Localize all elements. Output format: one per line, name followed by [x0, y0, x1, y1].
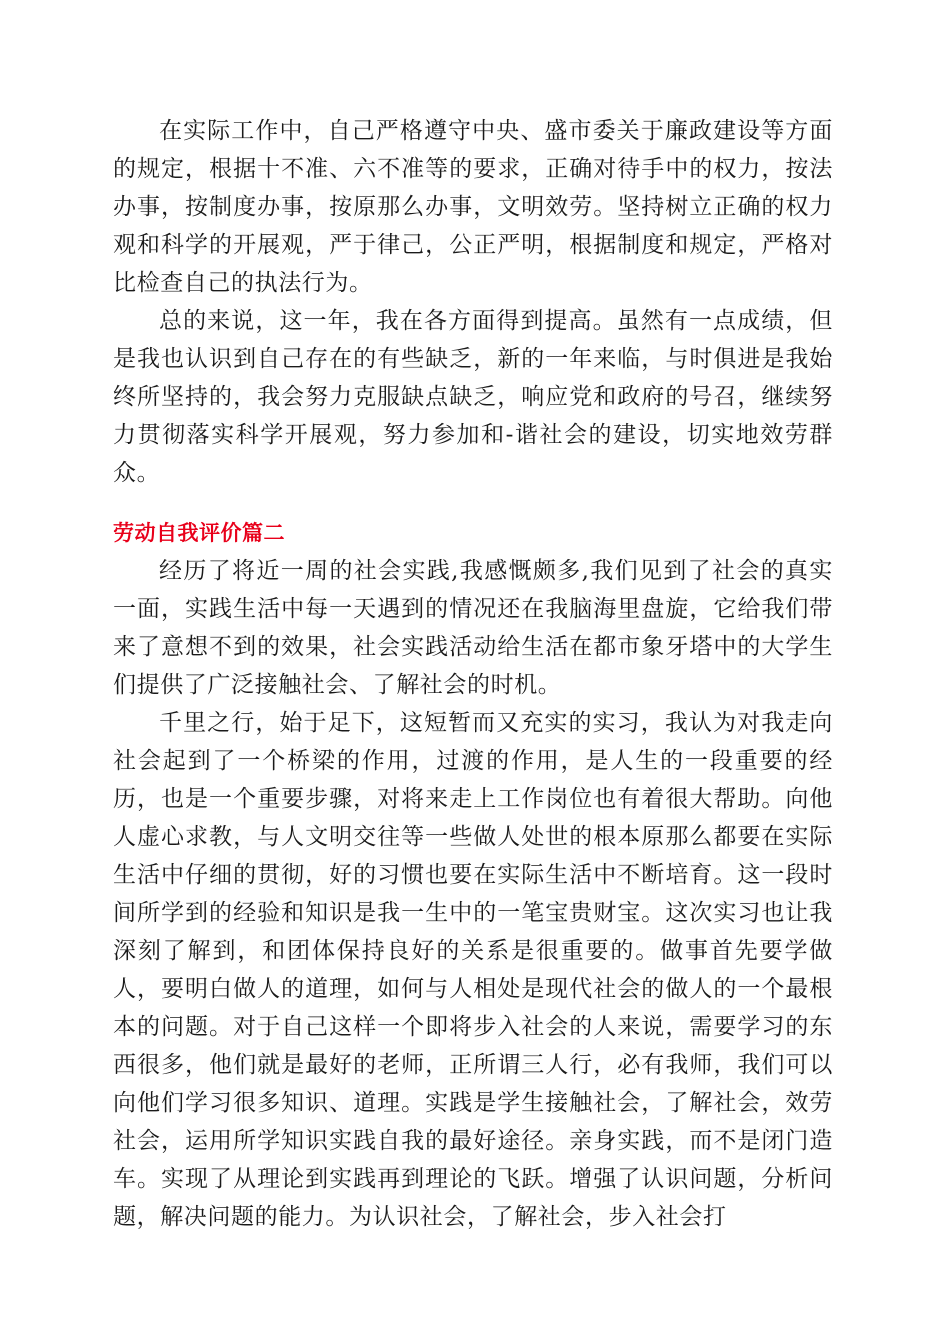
paragraph-summary: 总的来说，这一年，我在各方面得到提高。虽然有一点成绩，但是我也认识到自己存在的有些缺乏，新的一年来临，与时俱进是我始终所坚持的，我会努力克服缺点缺乏，响应党和政府的号召，继续努力贯彻落实科学开展观，努力参加和-谐社会的建设，切实地效劳群众。 — [113, 308, 833, 486]
paragraph-social-practice: 经历了将近一周的社会实践,我感慨颇多,我们见到了社会的真实一面，实践生活中每一天遇到的情况还在我脑海里盘旋，它给我们带来了意想不到的效果，社会实践活动给生活在都市象牙塔中的大学生们提供了广泛接触社会、了解社会的时机。 — [113, 558, 833, 698]
paragraph-discipline: 在实际工作中，自己严格遵守中央、盛市委关于廉政建设等方面的规定，根据十不准、六不准等的要求，正确对待手中的权力，按法办事，按制度办事，按原那么办事，文明效劳。坚持树立正确的权力观和科学的开展观，严于律己，公正严明，根据制度和规定，严格对比检查自己的执法行为。 — [113, 118, 833, 296]
paragraph-internship: 千里之行，始于足下，这短暂而又充实的实习，我认为对我走向社会起到了一个桥梁的作用，过渡的作用，是人生的一段重要的经历，也是一个重要步骤，对将来走上工作岗位也有着很大帮助。向他人虚心求教，与人文明交往等一些做人处世的根本原那么都要在实际生活中仔细的贯彻，好的习惯也要在实际生活中不断培育。这一段时间所学到的经验和知识是我一生中的一笔宝贵财宝。这次实习也让我深刻了解到，和团体保持良好的关系是很重要的。做事首先要学做人，要明白做人的道理，如何与人相处是现代社会的做人的一个最根本的问题。对于自己这样一个即将步入社会的人来说，需要学习的东西很多，他们就是最好的老师，正所谓三人行，必有我师，我们可以向他们学习很多知识、道理。实践是学生接触社会，了解社会，效劳社会，运用所学知识实践自我的最好途径。亲身实践，而不是闭门造车。实现了从理论到实践再到理论的飞跃。增强了认识问题，分析问题，解决问题的能力。为认识社会，了解社会，步入社会打 — [113, 710, 833, 1230]
document-body — [113, 112, 833, 1236]
section-heading: 劳动自我评价篇二 — [113, 521, 285, 545]
